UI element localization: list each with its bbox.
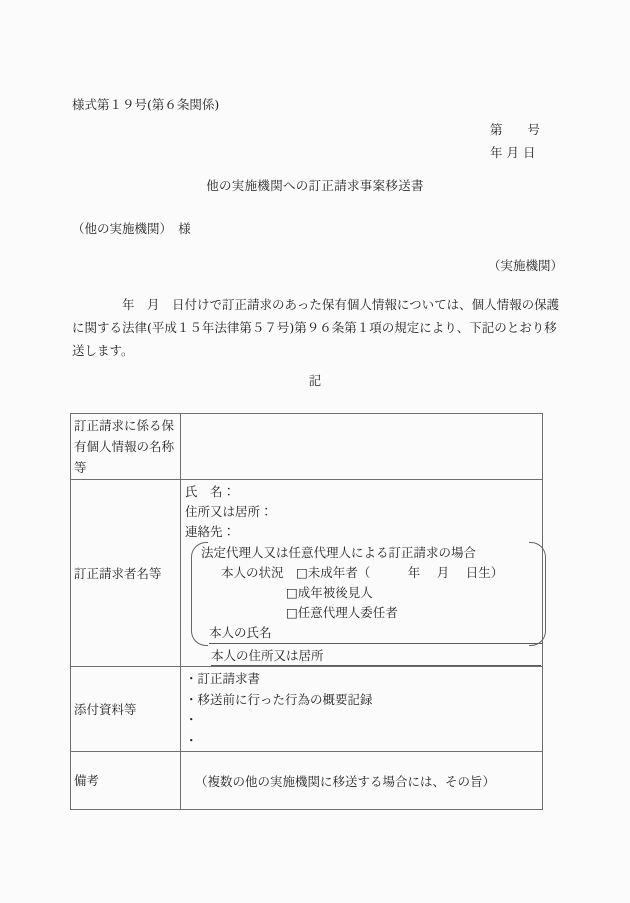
row-value-requester [181, 480, 543, 667]
principal-name-field: 本人の氏名 [209, 623, 543, 644]
attachment-item: ・ [185, 732, 198, 748]
table-row-held-info-name [71, 414, 543, 480]
principal-address-field: 本人の住所又は居所 [211, 646, 541, 666]
requester-address-field: 住所又は居所： [185, 504, 273, 519]
row-label-remarks: 備考 [71, 752, 181, 810]
table-row-remarks [71, 752, 543, 810]
document-meta [490, 118, 540, 164]
row-value-attachments [181, 667, 543, 752]
attachment-item: ・ [185, 712, 198, 727]
requester-name-field: 氏 名： [185, 484, 236, 499]
row-label-attachments: 添付資料等 [71, 667, 181, 752]
issue-number-line: 第 号 [490, 122, 541, 137]
body-line: に関する法律(平成１５年法律第５７号)第９６条第１項の規定により、下記のとおり移 [72, 320, 557, 335]
issue-date-line: 年 月 日 [490, 145, 536, 160]
attachment-item: ・移送前に行った行為の概要記録 [185, 691, 373, 707]
record-marker: 記 [308, 373, 322, 388]
body-line: 送します。 [72, 343, 134, 358]
checkbox-adult-ward-line: □成年被後見人 [286, 585, 373, 600]
body-paragraph [72, 293, 584, 362]
agent-case-heading: 法定代理人又は任意代理人による訂正請求の場合 [201, 545, 477, 560]
checkbox-minor-line: 本人の状況 □未成年者（ 年 月 日生） [221, 565, 504, 580]
table-row-requester [71, 480, 543, 667]
transfer-details-table [70, 413, 543, 810]
sender-agency-line: （実施機関） [488, 258, 564, 273]
left-parenthesis-shape [191, 542, 208, 646]
form-number: 様式第１９号(第６条関係) [72, 97, 220, 112]
row-label-held-info-name: 訂正請求に係る保有個人情報の名称等 [71, 414, 181, 480]
right-parenthesis-shape [529, 542, 546, 646]
attachment-item: ・訂正請求書 [185, 671, 261, 686]
row-value-held-info-name [181, 414, 543, 480]
page-title: 他の実施機関への訂正請求事案移送書 [206, 178, 424, 193]
agent-request-bracket [191, 542, 546, 646]
table-row-attachments [71, 667, 543, 752]
body-line: 年 月 日付けで訂正請求のあった保有個人情報については、個人情報の保護 [72, 297, 560, 312]
requester-contact-field: 連絡先： [185, 524, 236, 539]
checkbox-voluntary-agent-line: □任意代理人委任者 [286, 605, 398, 620]
row-value-remarks: （複数の他の実施機関に移送する場合には、その旨） [181, 752, 543, 810]
recipient-line: （他の実施機関） 様 [72, 221, 191, 236]
row-label-requester: 訂正請求者名等 [71, 480, 181, 667]
